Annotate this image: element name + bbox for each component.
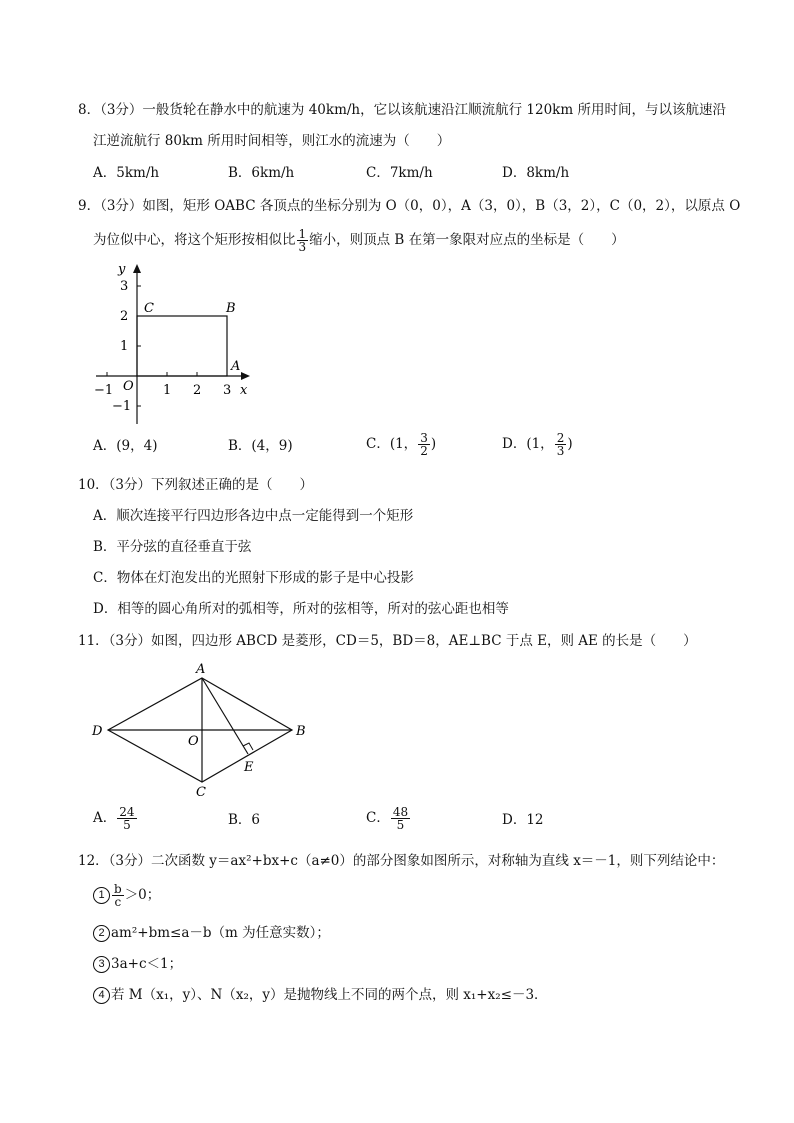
q9-option-d: [502, 432, 573, 457]
q9-option-c-pre: C．(1，: [366, 436, 418, 452]
q11-option-c-pre: C．: [366, 810, 390, 826]
q9-option-d-den: 3: [556, 444, 565, 458]
q10-option-d: D．相等的圆心角所对的弧相等，所对的弦相等，所对的弦心距也相等: [93, 601, 509, 617]
q8-option-c: C．7km/h: [366, 165, 433, 181]
q11-point-e-label: E: [244, 760, 254, 775]
q9-option-c-post: ): [430, 436, 437, 452]
q9-option-c-den: 2: [420, 444, 428, 458]
q9-option-d-pre: D．(1，: [502, 436, 554, 452]
q8-option-d: D．8km/h: [502, 165, 570, 181]
q11-rhombus-figure: [88, 658, 318, 798]
q11-point-c-label: C: [196, 785, 206, 798]
q8-stem-line1: 8．（3分）一般货轮在静水中的航速为 40km/h，它以该航速沿江顺流航行 120km 所用时间，与以该航速沿: [78, 102, 726, 118]
q8-option-b: B．6km/h: [228, 165, 295, 181]
q9-y-label: y: [118, 262, 126, 277]
q9-x-tick-label-1: 1: [163, 383, 172, 398]
q12-item-3-mark: 3: [93, 956, 110, 973]
q11-option-a: [93, 806, 138, 831]
q10-stem: 10．（3分）下列叙述正确的是（ ）: [78, 477, 314, 493]
q9-stem-line2: [93, 228, 625, 253]
q11-option-b: B．6: [228, 812, 261, 828]
q11-option-d: D．12: [502, 812, 544, 828]
q11-option-a-fraction: [117, 806, 136, 831]
q9-x-tick-label-neg1: −1: [94, 383, 114, 398]
q10-option-b: B．平分弦的直径垂直于弦: [93, 539, 252, 555]
q12-item-3: [93, 954, 182, 974]
q9-y-axis-arrow: [133, 264, 141, 273]
q9-x-tick-label-2: 2: [193, 383, 202, 398]
q12-stem: 12．（3分）二次函数 y＝ax²+bx+c（a≠0）的部分图象如图所示，对称轴为直线 x＝－1，则下列结论中：: [78, 853, 725, 869]
q9-y-tick-label-3: 3: [120, 279, 129, 294]
q12-item-4-mark: 4: [93, 987, 110, 1004]
q9-coordinate-figure: [90, 258, 260, 428]
q9-option-c: [366, 432, 436, 457]
q9-x-axis-arrow: [241, 372, 250, 380]
q9-option-c-num: 3: [420, 431, 428, 445]
q11-point-o-label: O: [188, 734, 199, 749]
q9-stem-post: 缩小，则顶点 B 在第一象限对应点的坐标是（ ）: [309, 232, 625, 248]
q9-ratio-num: 1: [298, 227, 307, 241]
q9-option-d-num: 2: [556, 431, 565, 445]
q11-option-a-num: 24: [119, 805, 135, 819]
q9-option-d-fraction: [555, 432, 567, 457]
q8-stem-line2: 江逆流航行 80km 所用时间相等，则江水的流速为（ ）: [93, 133, 451, 149]
q8-option-a: A．5km/h: [93, 165, 160, 181]
q9-y-tick-label-neg1: −1: [112, 399, 132, 414]
q11-option-c: [366, 806, 411, 831]
q9-stem-pre: 为位似中心，将这个矩形按相似比: [93, 232, 296, 248]
q11-option-a-den: 5: [123, 818, 131, 832]
q12-item-1-post: ＞0；: [124, 887, 161, 903]
q9-ratio-fraction: [297, 228, 309, 253]
q12-item-1-fraction: [112, 883, 124, 908]
q11-point-a-label: A: [196, 662, 206, 677]
q9-option-a: A．(9，4): [93, 438, 158, 454]
q11-option-c-num: 48: [392, 805, 409, 819]
q12-item-3-text: 3a+c＜1；: [111, 956, 183, 972]
q11-stem: 11．（3分）如图，四边形 ABCD 是菱形，CD＝5，BD＝8，AE⊥BC 于点 E，则 AE 的长是（ ）: [78, 633, 697, 649]
q9-point-a-label: A: [231, 359, 241, 374]
q9-y-tick-label-1: 1: [120, 339, 129, 354]
q12-item-2: [93, 923, 330, 943]
q9-x-label: x: [240, 383, 248, 398]
q9-option-b: B．(4，9): [228, 438, 293, 454]
q9-option-c-fraction: [418, 432, 430, 457]
q12-item-1-den: c: [114, 895, 122, 909]
q9-origin-label: O: [123, 379, 134, 394]
q11-point-b-label: B: [296, 724, 306, 739]
q9-rectangle-oabc: [137, 316, 227, 376]
q12-item-2-mark: 2: [93, 925, 110, 942]
q11-point-d-label: D: [92, 724, 103, 739]
q9-option-d-post: ): [567, 436, 573, 452]
q11-option-c-den: 5: [396, 818, 405, 832]
q9-y-tick-label-2: 2: [120, 309, 129, 324]
q12-item-1: [93, 883, 160, 908]
q12-item-4-text: 若 M（x₁，y）、N（x₂，y）是抛物线上不同的两个点，则 x₁+x₂≤－3．: [111, 987, 548, 1003]
q12-item-1-num: b: [114, 882, 122, 896]
q9-ratio-den: 3: [298, 240, 307, 254]
q12-item-1-mark: 1: [93, 887, 110, 904]
q12-item-4: [93, 985, 548, 1005]
q10-option-a: A．顺次连接平行四边形各边中点一定能得到一个矩形: [93, 508, 414, 524]
q9-point-c-label: C: [144, 301, 154, 316]
q11-option-c-fraction: [391, 806, 410, 831]
q9-point-b-label: B: [226, 301, 236, 316]
q11-segment-ae: [202, 678, 248, 754]
q10-option-c: C．物体在灯泡发出的光照射下形成的影子是中心投影: [93, 570, 414, 586]
q9-stem-line1: 9．（3分）如图，矩形 OABC 各顶点的坐标分别为 O（0，0），A（3，0），B（3，2），C（0，2），以原点 O: [78, 198, 741, 214]
q9-x-tick-label-3: 3: [223, 383, 232, 398]
q11-option-a-pre: A．: [93, 810, 117, 826]
q12-item-2-text: am²+bm≤a－b（m 为任意实数）；: [111, 925, 330, 941]
